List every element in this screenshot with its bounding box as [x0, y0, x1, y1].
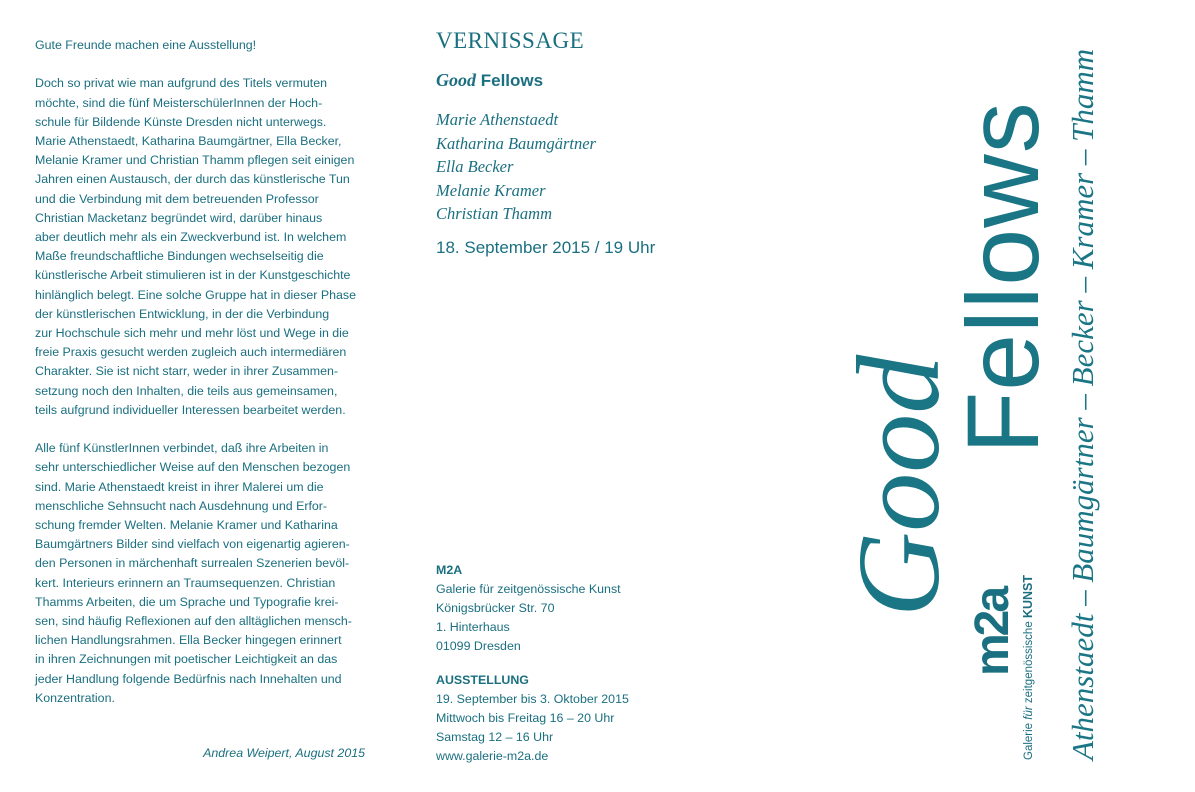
essay-line: menschliche Sehnsucht nach Ausdehnung und Erfor- — [35, 498, 328, 513]
vernissage-heading: VERNISSAGE — [436, 28, 585, 53]
essay-paragraph-2 — [35, 439, 370, 708]
essay-line: aber deutlich mehr als ein Zweckverbund ist. In welchem — [35, 230, 347, 245]
gallery-tagline — [1022, 575, 1036, 760]
artist-name: Melanie Kramer — [436, 180, 546, 200]
essay-column — [35, 36, 370, 708]
essay-line: jeder Handlung folgende Bedürfnis nach Innehalten und — [35, 671, 342, 686]
artist-name: Marie Athenstaedt — [436, 110, 559, 129]
cover-title-good: Good — [833, 354, 964, 617]
gallery-tagline-kunst: KUNST — [1021, 575, 1035, 619]
essay-line: hinlänglich belegt. Eine solche Gruppe hat in dieser Phase — [35, 287, 356, 302]
essay-line: der künstlerischen Entwicklung, in der die Verbindung — [35, 306, 330, 321]
essay-line: Alle fünf KünstlerInnen verbindet, daß ihre Arbeiten in — [35, 441, 329, 456]
gallery-tagline-fuer: für — [1023, 706, 1035, 720]
show-title-italic: Good — [436, 70, 476, 90]
cover-panel — [830, 0, 1195, 792]
essay-line: künstlerische Arbeit stimulieren ist in der Kunstgeschichte — [35, 268, 351, 283]
artist-list — [436, 108, 596, 226]
greeting: Gute Freunde machen eine Ausstellung! — [35, 38, 257, 52]
essay-line: möchte, sind die fünf MeisterschülerInnen der Hoch- — [35, 95, 323, 110]
essay-paragraph-1 — [35, 74, 370, 420]
essay-line: zur Hochschule sich mehr und mehr löst und Wege in die — [35, 326, 349, 341]
venue-line: 1. Hinterhaus — [436, 620, 510, 634]
essay-line: Thamms Arbeiten, die um Sprache und Typografie krei- — [35, 594, 339, 609]
show-title — [436, 70, 543, 91]
artist-name: Ella Becker — [436, 157, 514, 176]
essay-line: schung fremder Welten. Melanie Kramer und Katharina — [35, 518, 338, 533]
cover-artist-names: Athenstaedt – Baumgärtner – Becker – Kramer – Thamm — [1065, 48, 1100, 760]
essay-line: setzung noch den Inhalten, die teils aus gemeinsamen, — [35, 383, 338, 398]
essay-line: kert. Interieurs erinnern an Traumsequenzen. Christian — [35, 575, 336, 590]
essay-line: sehr unterschiedlicher Weise auf den Menschen bezogen — [35, 460, 351, 475]
essay-line: Marie Athenstaedt, Katharina Baumgärtner, Ella Becker, — [35, 134, 342, 148]
venue-line: 01099 Dresden — [436, 639, 521, 653]
exhibition-line: Samstag 12 – 16 Uhr — [436, 730, 554, 744]
venue-block — [436, 561, 621, 656]
cover-title-fellows: Fellows — [946, 101, 1060, 454]
essay-line: den Personen in märchenhaft surrealen Szenerien bevöl- — [35, 556, 350, 571]
essay-line: sind. Marie Athenstaedt kreist in ihrer Malerei um die — [35, 479, 324, 494]
m2a-logo: m2a — [966, 588, 1019, 676]
essay-line: Melanie Kramer und Christian Thamm pflegen seit einigen — [35, 153, 355, 168]
essay-line: Konzentration. — [35, 690, 115, 705]
venue-line: Königsbrücker Str. 70 — [436, 601, 555, 615]
essay-line: Maße freundschaftliche Bindungen wechselseitig die — [35, 249, 324, 264]
exhibition-line: 19. September bis 3. Oktober 2015 — [436, 692, 629, 706]
exhibition-block — [436, 671, 629, 766]
essay-line: und die Verbindung mit dem betreuenden Professor — [35, 191, 319, 206]
show-title-rest: Fellows — [480, 71, 544, 90]
exhibition-heading: AUSSTELLUNG — [436, 673, 529, 687]
artist-name: Christian Thamm — [436, 204, 552, 223]
essay-line: Baumgärtners Bilder sind vielfach von eigenartig agieren- — [35, 537, 350, 552]
website-link[interactable]: www.galerie-m2a.de — [436, 749, 549, 763]
essay-line: schule für Bildende Künste Dresden nicht unterwegs. — [35, 114, 327, 129]
essay-line: teils aufgrund individueller Interessen bearbeitet werden. — [35, 402, 346, 417]
essay-line: in ihren Zeichnungen mit poetischer Leichtigkeit an das — [35, 652, 338, 667]
venue-line: Galerie für zeitgenössische Kunst — [436, 582, 621, 596]
gallery-tagline-mid: zeitgenössische — [1023, 618, 1035, 707]
essay-line: Doch so privat wie man aufgrund des Titels vermuten — [35, 76, 328, 91]
essay-line: Charakter. Sie ist nicht starr, weder in ihrer Zusammen- — [35, 364, 338, 379]
opening-date: 18. September 2015 / 19 Uhr — [436, 238, 656, 257]
essay-line: freie Praxis gesucht werden zugleich auch intermediären — [35, 345, 347, 360]
essay-line: sen, sind häufig Reflexionen auf den alltäglichen mensch- — [35, 614, 352, 629]
signature: Andrea Weipert, August 2015 — [203, 746, 365, 760]
gallery-tagline-prefix: Galerie — [1023, 719, 1035, 760]
exhibition-line: Mittwoch bis Freitag 16 – 20 Uhr — [436, 711, 615, 725]
essay-line: lichen Handlungsrahmen. Ella Becker hingegen erinnert — [35, 633, 342, 648]
essay-line: Jahren einen Austausch, der durch das künstlerische Tun — [35, 172, 350, 187]
artist-name: Katharina Baumgärtner — [436, 133, 596, 153]
essay-line: Christian Macketanz begründet wird, darüber hinaus — [35, 210, 323, 225]
venue-name: M2A — [436, 563, 463, 577]
